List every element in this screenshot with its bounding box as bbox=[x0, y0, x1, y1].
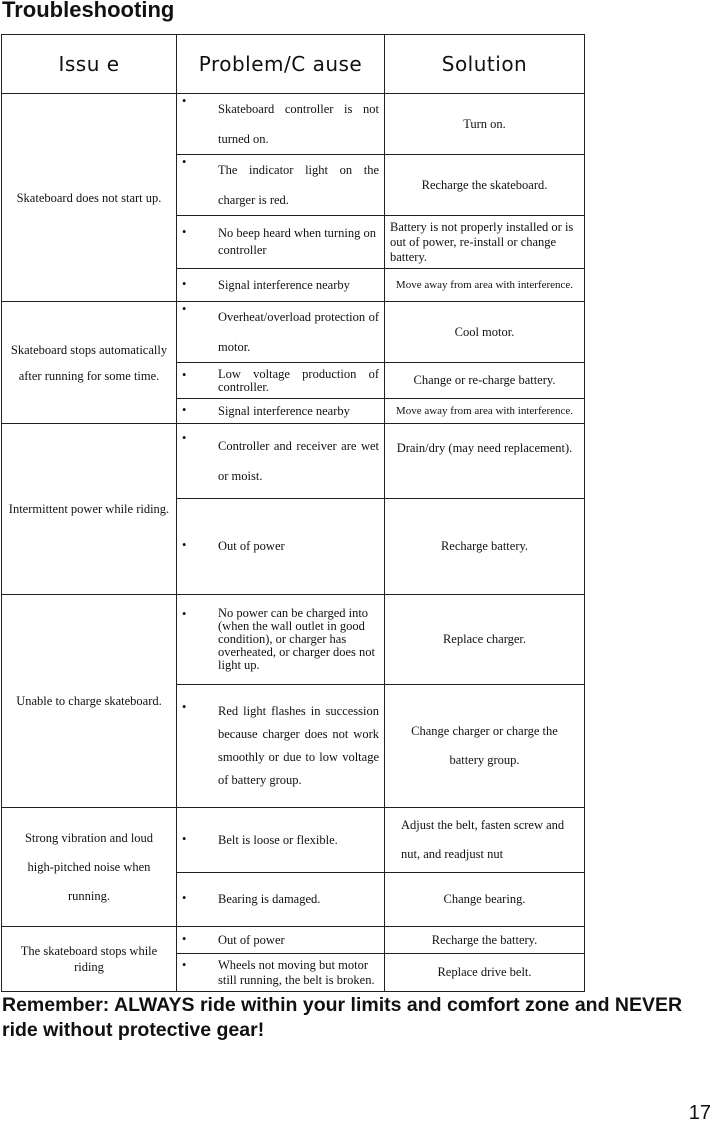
bullet-icon: • bbox=[182, 225, 187, 239]
issue-cell: Skateboard stops automatically after running for some time. bbox=[2, 302, 177, 424]
solution-cell: Change charger or charge the battery group. bbox=[385, 685, 585, 808]
header-solution: Solution bbox=[385, 35, 585, 94]
solution-cell: Replace charger. bbox=[385, 595, 585, 685]
page-title: Troubleshooting bbox=[2, 0, 175, 22]
safety-reminder: Remember: ALWAYS ride within your limits and comfort zone and NEVER ride without protective gear! bbox=[2, 994, 683, 1041]
issue-cell: Unable to charge skateboard. bbox=[2, 595, 177, 808]
bullet-icon: • bbox=[182, 276, 187, 291]
bullet-icon: • bbox=[182, 957, 187, 972]
solution-cell: Recharge battery. bbox=[385, 499, 585, 595]
issue-cell: Skateboard does not start up. bbox=[2, 94, 177, 302]
solution-cell: Move away from area with interference. bbox=[385, 399, 585, 424]
problem-cell: • Overheat/overload protection of motor. bbox=[177, 302, 385, 363]
solution-cell: Cool motor. bbox=[385, 302, 585, 363]
problem-cell: • Belt is loose or flexible. bbox=[177, 808, 385, 873]
table-row bbox=[2, 808, 585, 873]
header-problem-cause: Problem/C ause bbox=[177, 35, 385, 94]
bullet-icon: • bbox=[182, 94, 187, 108]
issue-cell: Strong vibration and loud high-pitched noise when running. bbox=[2, 808, 177, 927]
bullet-icon: • bbox=[182, 831, 187, 846]
problem-cell: • Out of power bbox=[177, 927, 385, 954]
table-row bbox=[2, 302, 585, 363]
solution-cell: Change or re-charge battery. bbox=[385, 363, 585, 399]
problem-cell: • Signal interference nearby bbox=[177, 399, 385, 424]
problem-cell: • Red light flashes in succession because charger does not work smoothly or due to low voltage of battery group. bbox=[177, 685, 385, 808]
solution-cell: Recharge the skateboard. bbox=[385, 155, 585, 216]
bullet-icon: • bbox=[182, 367, 187, 382]
solution-cell: Recharge the battery. bbox=[385, 927, 585, 954]
solution-cell: Drain/dry (may need replacement). bbox=[385, 424, 585, 499]
bullet-icon: • bbox=[182, 700, 187, 714]
table-row bbox=[2, 94, 585, 155]
solution-cell: Move away from area with interference. bbox=[385, 269, 585, 302]
problem-cell: • Signal interference nearby bbox=[177, 269, 385, 302]
table-row bbox=[2, 424, 585, 499]
problem-cell: • Low voltage production of controller. bbox=[177, 363, 385, 399]
bullet-icon: • bbox=[182, 931, 187, 946]
problem-cell: • Controller and receiver are wet or moist. bbox=[177, 424, 385, 499]
bullet-icon: • bbox=[182, 302, 187, 316]
bullet-icon: • bbox=[182, 431, 187, 445]
problem-cell: • Out of power bbox=[177, 499, 385, 595]
header-issue: Issu e bbox=[2, 35, 177, 94]
problem-cell: • Bearing is damaged. bbox=[177, 873, 385, 927]
bullet-icon: • bbox=[182, 402, 187, 417]
problem-cell: • No beep heard when turning on controller bbox=[177, 216, 385, 269]
troubleshooting-table bbox=[1, 34, 585, 992]
table-row bbox=[2, 595, 585, 685]
problem-cell: • No power can be charged into (when the wall outlet in good condition), or charger has overheated, or charger does not light up. bbox=[177, 595, 385, 685]
solution-cell: Battery is not properly installed or is out of power, re-install or change battery. bbox=[385, 216, 585, 269]
bullet-icon: • bbox=[182, 891, 187, 905]
issue-cell: The skateboard stops while riding bbox=[2, 927, 177, 992]
solution-cell: Adjust the belt, fasten screw and nut, and readjust nut bbox=[385, 808, 585, 873]
solution-cell: Turn on. bbox=[385, 94, 585, 155]
problem-cell: • Skateboard controller is not turned on. bbox=[177, 94, 385, 155]
bullet-icon: • bbox=[182, 607, 187, 621]
problem-cell: • Wheels not moving but motor still running, the belt is broken. bbox=[177, 954, 385, 992]
table-row bbox=[2, 927, 585, 954]
problem-cell: • The indicator light on the charger is red. bbox=[177, 155, 385, 216]
page-number: 17 bbox=[688, 1102, 711, 1124]
solution-cell: Replace drive belt. bbox=[385, 954, 585, 992]
solution-cell: Change bearing. bbox=[385, 873, 585, 927]
table-header-row bbox=[2, 35, 585, 94]
bullet-icon: • bbox=[182, 155, 187, 169]
bullet-icon: • bbox=[182, 538, 187, 552]
issue-cell: Intermittent power while riding. bbox=[2, 424, 177, 595]
